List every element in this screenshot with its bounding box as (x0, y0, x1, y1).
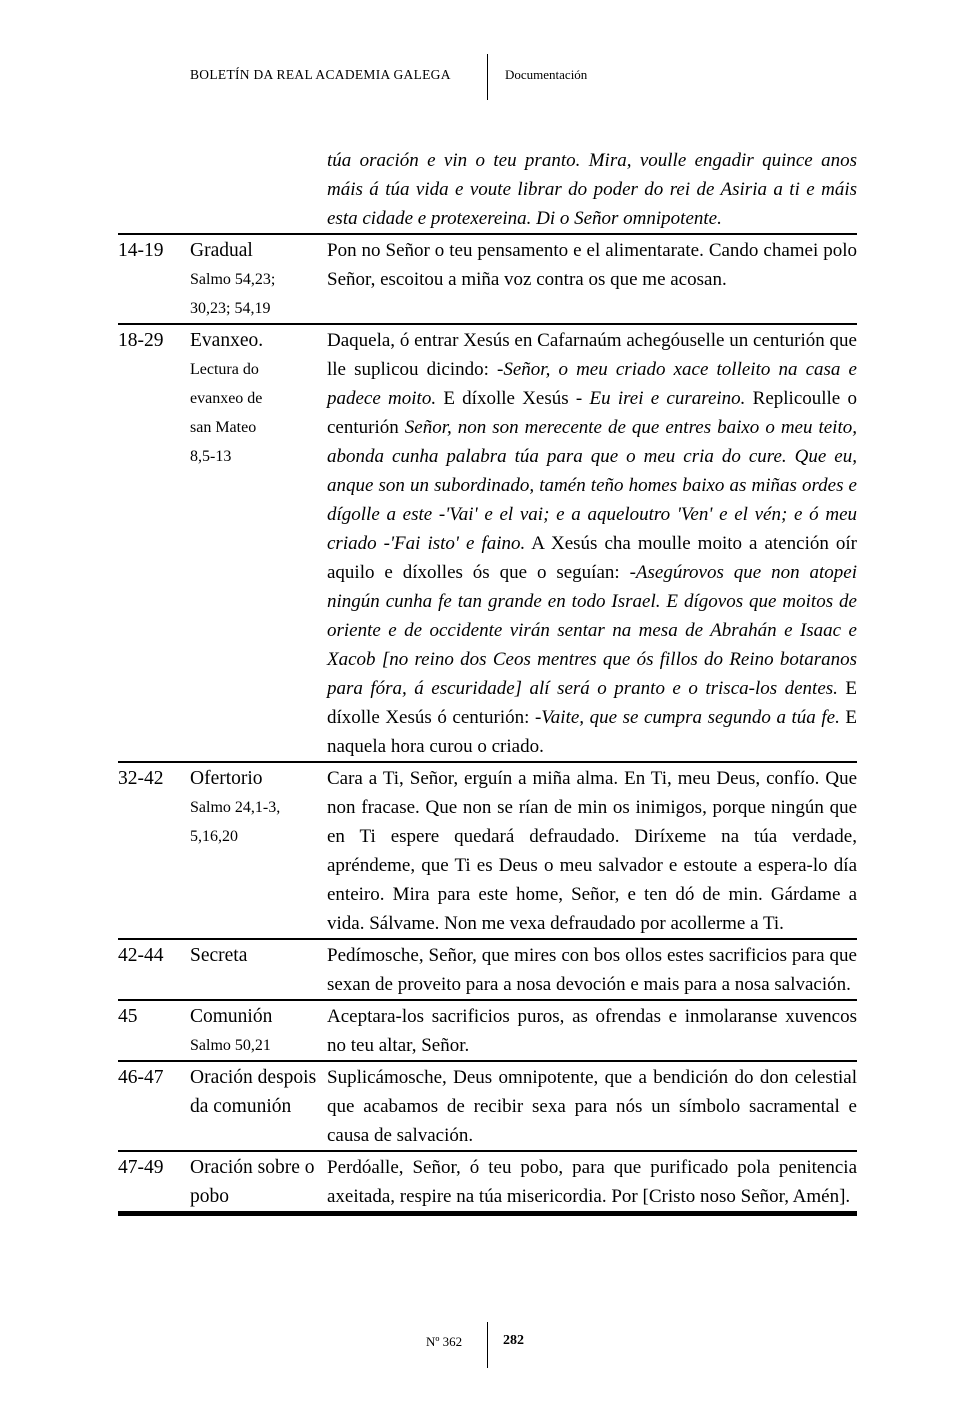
scripture-reference: 5,16,20 (190, 828, 238, 845)
part-title: Oración sobre o pobo (190, 1157, 315, 1207)
italic-segment: -Asegúrovos que non atopei ningún cunha fe tan grande en todo Israel. E dígovos que moitos de oriente e de occidente virán sentar na mesa de Abrahán e Isaac e Xacob [no reino dos Ceos mentres que ós fillos do Reino botaranos para fóra, á escuridade] alí será o pranto e o trisca-los dentes. (327, 562, 857, 699)
running-header (0, 54, 975, 100)
table-row (118, 1001, 857, 1062)
liturgy-table (118, 145, 857, 1216)
scripture-reference: 8,5-13 (190, 448, 232, 465)
liturgy-part (190, 940, 327, 999)
table-row (118, 1152, 857, 1216)
scripture-reference: Salmo 50,21 (190, 1037, 271, 1054)
scripture-reference: Salmo 24,1-3, (190, 799, 281, 816)
table-row (118, 1062, 857, 1152)
translation-text (327, 1001, 857, 1060)
text-segment: Suplicámosche, Deus omnipotente, que a bendición do don celestial que acabamos de recibir sexa para nós un símbolo sacramental e causa de salvación. (327, 1067, 857, 1146)
italic-segment: Señor, non son merecente de que entres baixo o meu teito, abonda cunha palabra túa para que o meu cria do cure. Que eu, anque son un subordinado, tamén teño homes baixo as miñas ordes e dígolle a este -'Vai' e el vai; e a aqueloutro 'Ven' e el vén; e ó meu criado -'Fai isto' e faino. (327, 417, 857, 554)
scripture-reference: san Mateo (190, 419, 257, 436)
page-number: 282 (503, 1333, 524, 1348)
translation-text (327, 325, 857, 761)
text-segment: E díxolle Xesús (436, 388, 576, 409)
italic-segment: -Vaite, que se cumpra segundo a túa fe. (534, 707, 840, 728)
italic-segment: - Eu irei e curareino. (575, 388, 746, 409)
verse-range: 18-29 (118, 330, 164, 351)
translation-text (327, 940, 857, 999)
text-segment: Daquela, ó entrar Xesús en Cafarnaúm achegóuselle un centurión que lle suplicou dicindo: (327, 330, 857, 380)
translation-text (327, 145, 857, 233)
header-divider (487, 54, 488, 100)
verse-range: 47-49 (118, 1157, 164, 1178)
table-row (118, 145, 857, 235)
translation-text (327, 235, 857, 323)
part-title: Comunión (190, 1006, 273, 1027)
part-title: Gradual (190, 240, 253, 261)
part-title: Evanxeo. (190, 330, 264, 351)
liturgy-part (190, 145, 327, 233)
text-segment: Aceptara-los sacrificios puros, as ofrendas e inmolaranse xuvencos no teu altar, Señor. (327, 1006, 857, 1056)
scripture-reference: Salmo 54,23; (190, 271, 276, 288)
table-row (118, 325, 857, 763)
liturgy-part (190, 763, 327, 938)
italic-segment: -Señor, o meu criado xace tolleito na casa e padece moito. (327, 359, 857, 409)
text-segment: Replicoulle o centurión (327, 388, 857, 438)
scripture-reference: evanxeo de (190, 390, 263, 407)
verse-range: 46-47 (118, 1067, 164, 1088)
liturgy-part (190, 1062, 327, 1150)
liturgy-part (190, 325, 327, 761)
translation-text (327, 1062, 857, 1150)
verse-range: 45 (118, 1006, 138, 1027)
text-segment: A Xesús cha moulle moito a atención oír aquilo e díxolles ós que o seguían: (327, 533, 857, 583)
verse-range: 42-44 (118, 945, 164, 966)
italic-segment: túa oración e vin o teu pranto. Mira, voulle engadir quince anos máis á túa vida e voute librar do poder do rei de Asiria a ti e máis esta cidade e protexereina. Di o Señor omnipotente. (327, 150, 857, 229)
part-title: Ofertorio (190, 768, 263, 789)
verse-range: 14-19 (118, 240, 164, 261)
part-title: Oración despois da comunión (190, 1067, 317, 1117)
section-title: Documentación (505, 67, 588, 82)
translation-text (327, 1152, 857, 1211)
page-footer (0, 1322, 975, 1368)
verse-range (118, 145, 190, 233)
text-segment: Pedímosche, Señor, que mires con bos ollos estes sacrificios para que sexan de proveito para a nosa devoción e mais para a nosa salvación. (327, 945, 857, 995)
footer-divider (487, 1322, 488, 1368)
table-row (118, 940, 857, 1001)
scripture-reference: Lectura do (190, 361, 259, 378)
table-row (118, 763, 857, 940)
scripture-reference: 30,23; 54,19 (190, 300, 271, 317)
text-segment: E naquela hora curou o criado. (327, 707, 858, 757)
text-segment: Pon no Señor o teu pensamento e el alimentarate. Cando chamei polo Señor, escoitou a miña voz contra os que me acosan. (327, 240, 857, 290)
text-segment: Perdóalle, Señor, ó teu pobo, para que purificado pola penitencia axeitada, respire na túa misericordia. Por [Cristo noso Señor, Amén]. (327, 1157, 857, 1207)
text-segment: Cara a Ti, Señor, erguín a miña alma. En Ti, meu Deus, confío. Que non fracase. Que non se rían de min os inimigos, porque ningún que en Ti espere quedará defraudado. Diríxeme na túa verdade, apréndeme, que Ti es Deus o meu salvador e estoute a espera-lo día enteiro. Mira para este home, Señor, e ten dó de min. Gárdame a vida. Sálvame. Non me vexa defraudado por acollerme a Ti. (327, 768, 857, 934)
liturgy-part (190, 235, 327, 323)
translation-text (327, 763, 857, 938)
liturgy-part (190, 1152, 327, 1211)
table-row (118, 235, 857, 325)
text-segment: E díxolle Xesús ó centurión: (327, 678, 858, 728)
liturgy-part (190, 1001, 327, 1060)
part-title: Secreta (190, 945, 248, 966)
issue-number: Nº 362 (426, 1334, 463, 1349)
journal-title: BOLETÍN DA REAL ACADEMIA GALEGA (190, 67, 451, 82)
verse-range: 32-42 (118, 768, 164, 789)
